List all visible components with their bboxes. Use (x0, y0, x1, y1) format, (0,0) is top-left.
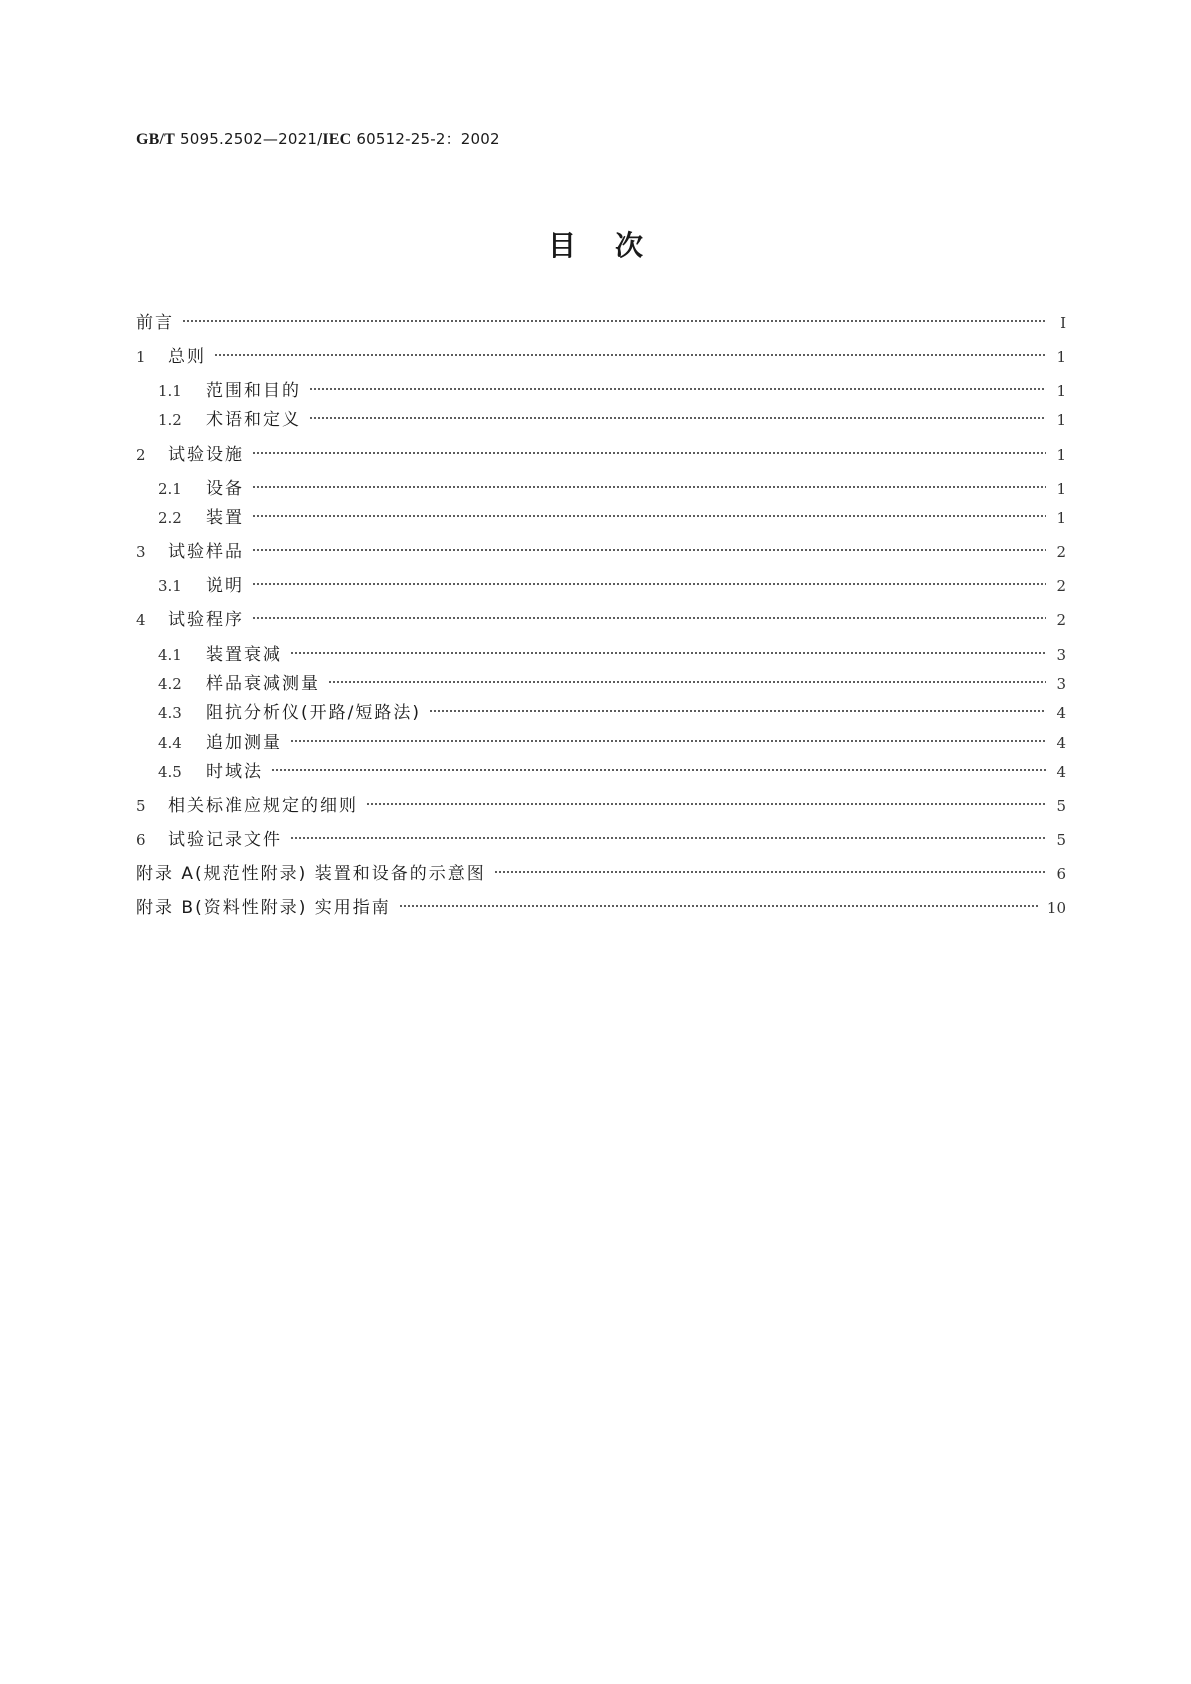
toc-entry-number: 3.1 (158, 577, 182, 595)
document-header (136, 128, 500, 149)
toc-dot-leader (252, 601, 1046, 625)
toc-entry-number: 4.1 (158, 646, 182, 664)
iec-number: 60512-25-2：2002 (351, 130, 500, 148)
toc-entry-label: 样品衰减测量 (206, 674, 320, 694)
toc-entry-label: 装置衰减 (206, 645, 282, 665)
toc-entry-number: 4.5 (158, 763, 182, 781)
toc-entry-page: 1 (1056, 411, 1066, 429)
toc-entry-label: 总则 (168, 347, 206, 367)
toc-entry-label: 前言 (136, 313, 174, 333)
toc-entry[interactable] (136, 665, 1066, 694)
toc-entry-page: 3 (1056, 675, 1066, 693)
toc-dot-leader (252, 499, 1046, 523)
toc-entry[interactable] (136, 636, 1066, 665)
toc-entry[interactable] (136, 787, 1066, 816)
toc-entry[interactable] (136, 499, 1066, 528)
toc-entry-number: 6 (136, 831, 146, 849)
toc-entry-number: 4.4 (158, 734, 182, 752)
toc-entry-page: 2 (1056, 611, 1066, 629)
toc-entry-label: 时域法 (206, 762, 263, 782)
toc-dot-leader (182, 304, 1046, 328)
toc-dot-leader (309, 372, 1046, 396)
toc-entry-label: 相关标准应规定的细则 (168, 796, 358, 816)
toc-entry-label: 附录 B(资料性附录) 实用指南 (136, 898, 391, 918)
toc-entry-page: 1 (1056, 480, 1066, 498)
toc-entry[interactable] (136, 889, 1066, 918)
toc-entry-label: 装置 (206, 508, 244, 528)
toc-entry-page: 6 (1056, 865, 1066, 883)
iec-prefix: IEC (322, 131, 352, 148)
standard-prefix: GB/T (136, 131, 176, 148)
toc-dot-leader (252, 436, 1046, 460)
toc-entry[interactable] (136, 724, 1066, 753)
toc-dot-leader (290, 724, 1046, 748)
toc-entry[interactable] (136, 821, 1066, 850)
page-title: 目 次 (548, 229, 643, 262)
toc-dot-leader (399, 889, 1039, 913)
toc-entry-page: I (1060, 314, 1066, 332)
toc-entry-page: 2 (1056, 543, 1066, 561)
toc-entry-label: 设备 (206, 479, 244, 499)
toc-entry-number: 4.3 (158, 704, 182, 722)
toc-entry-page: 10 (1046, 899, 1066, 917)
toc-entry-number: 1.1 (158, 382, 182, 400)
toc-entry-number: 2.1 (158, 480, 182, 498)
toc-entry[interactable] (136, 601, 1066, 630)
toc-entry-label: 试验程序 (168, 610, 244, 630)
toc-entry[interactable] (136, 338, 1066, 367)
toc-entry[interactable] (136, 855, 1066, 884)
toc-dot-leader (494, 855, 1046, 879)
toc-entry-label: 术语和定义 (206, 410, 301, 430)
toc-entry-page: 3 (1056, 646, 1066, 664)
toc-entry-label: 范围和目的 (206, 381, 301, 401)
toc-entry-page: 1 (1056, 382, 1066, 400)
toc-entry[interactable] (136, 304, 1066, 333)
toc-entry[interactable] (136, 470, 1066, 499)
toc-entry-label: 附录 A(规范性附录) 装置和设备的示意图 (136, 864, 486, 884)
toc-entry[interactable] (136, 372, 1066, 401)
toc-entry-page: 4 (1056, 763, 1066, 781)
toc-entry-page: 5 (1056, 831, 1066, 849)
toc-entry-page: 4 (1056, 734, 1066, 752)
toc-dot-leader (271, 753, 1046, 777)
toc-entry[interactable] (136, 533, 1066, 562)
toc-entry-label: 试验样品 (168, 542, 244, 562)
toc-dot-leader (309, 401, 1046, 425)
toc-dot-leader (214, 338, 1046, 362)
toc-entry[interactable] (136, 567, 1066, 596)
toc-entry-number: 3 (136, 543, 146, 561)
toc-entry-page: 4 (1056, 704, 1066, 722)
toc-entry[interactable] (136, 401, 1066, 430)
toc-dot-leader (252, 470, 1046, 494)
toc-entry-label: 说明 (206, 576, 244, 596)
toc-entry-number: 4.2 (158, 675, 182, 693)
toc-entry-label: 试验设施 (168, 445, 244, 465)
toc-entry-number: 5 (136, 797, 146, 815)
toc-entry-page: 5 (1056, 797, 1066, 815)
toc-entry-page: 1 (1056, 446, 1066, 464)
toc-dot-leader (252, 567, 1046, 591)
toc-dot-leader (366, 787, 1046, 811)
toc-entry-page: 2 (1056, 577, 1066, 595)
toc-dot-leader (290, 821, 1046, 845)
toc-dot-leader (252, 533, 1046, 557)
toc-entry-number: 4 (136, 611, 146, 629)
toc-entry[interactable] (136, 694, 1066, 723)
toc-entry-number: 2 (136, 446, 146, 464)
toc-dot-leader (290, 636, 1046, 660)
standard-number: 5095.2502—2021/ (175, 130, 323, 148)
toc-entry-label: 试验记录文件 (168, 830, 282, 850)
toc-entry-label: 追加测量 (206, 733, 282, 753)
toc-entry-page: 1 (1056, 348, 1066, 366)
toc-entry[interactable] (136, 436, 1066, 465)
toc-dot-leader (328, 665, 1046, 689)
toc-entry-page: 1 (1056, 509, 1066, 527)
toc-entry-number: 2.2 (158, 509, 182, 527)
toc-entry-number: 1 (136, 348, 146, 366)
toc-dot-leader (429, 694, 1046, 718)
toc-entry-number: 1.2 (158, 411, 182, 429)
toc-entry-label: 阻抗分析仪(开路/短路法) (206, 703, 421, 723)
toc-entry[interactable] (136, 753, 1066, 782)
